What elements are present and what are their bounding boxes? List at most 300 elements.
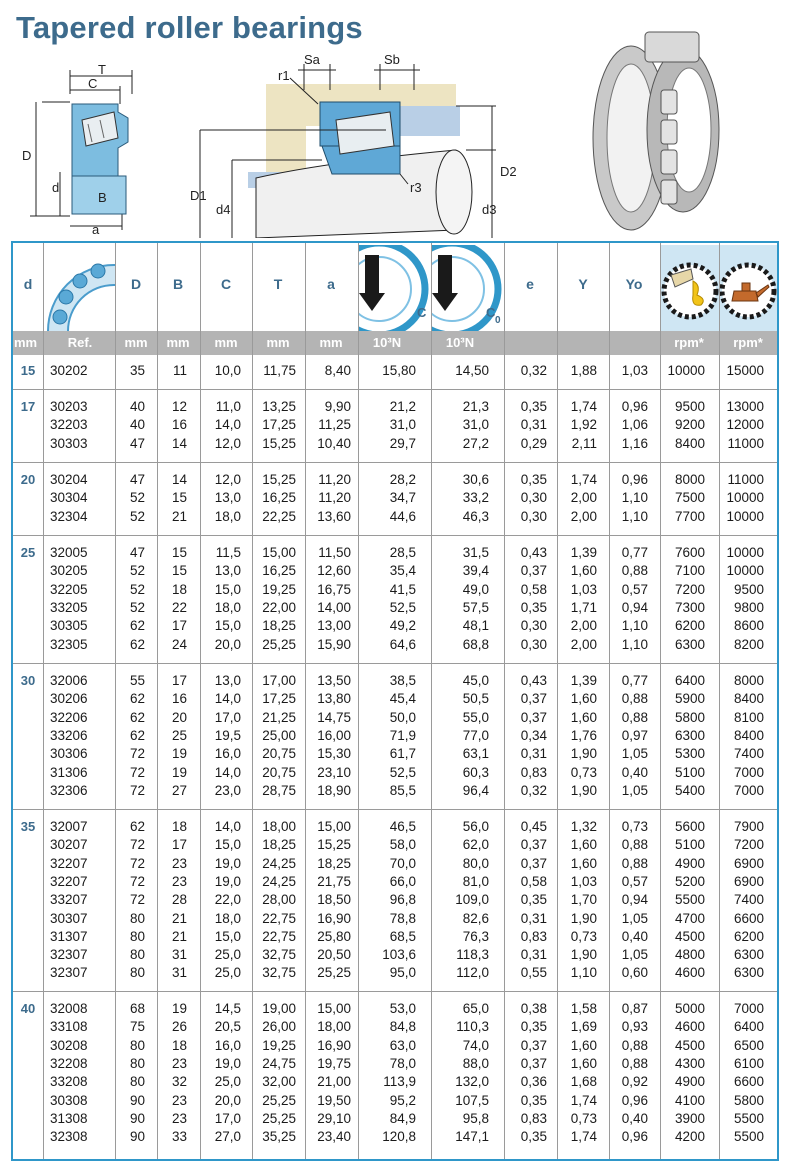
header-y: Y (578, 276, 588, 292)
table-cell: 1,10 (621, 508, 648, 524)
table-cell: 19,75 (317, 1055, 351, 1071)
bore-diameter-group: 15 (20, 363, 36, 378)
table-cell: 50,0 (389, 709, 416, 725)
table-cell: 31 (171, 965, 187, 981)
table-cell: 90 (129, 1092, 145, 1108)
table-cell: 46,5 (389, 819, 416, 834)
table-cell: 13,60 (317, 508, 351, 524)
unit-grease-rpm: rpm* (674, 335, 704, 350)
table-cell: 4900 (674, 855, 705, 871)
table-cell: 15,00 (262, 545, 296, 560)
table-cell: 22 (171, 599, 187, 615)
table-cell: 20,75 (262, 746, 296, 762)
table-cell: 9500 (733, 581, 764, 597)
table-cell: 90 (129, 1129, 145, 1145)
table-cell: 62 (129, 636, 145, 652)
table-cell: 9,90 (324, 399, 351, 414)
ref-cell: 32008 (50, 1001, 88, 1016)
table-cell: 14,00 (317, 599, 351, 615)
table-cell: 1,10 (621, 618, 648, 634)
table-cell: 16 (171, 691, 187, 707)
table-cell: 32,75 (262, 965, 296, 981)
table-cell: 22,75 (262, 928, 296, 944)
table-cell: 12,0 (214, 472, 241, 487)
table-cell: 0,38 (520, 1001, 547, 1016)
table-cell: 0,97 (621, 727, 648, 743)
table-cell: 80 (129, 947, 145, 963)
table-cell: 0,88 (621, 855, 648, 871)
table-cell: 31,0 (389, 417, 416, 433)
table-cell: 18 (171, 1037, 187, 1053)
table-cell: 0,94 (621, 892, 648, 908)
table-cell: 0,37 (520, 691, 547, 707)
table-cell: 0,83 (520, 764, 547, 780)
table-cell: 0,96 (621, 399, 648, 414)
unit-c0: 10³N (445, 335, 475, 350)
table-cell: 78,0 (389, 1055, 416, 1071)
table-cell: 24,75 (262, 1055, 296, 1071)
header-a: a (327, 276, 335, 292)
table-cell: 71,9 (389, 727, 416, 743)
ball-bearing-icon (44, 245, 115, 331)
table-cell: 35,4 (389, 563, 416, 579)
table-cell: 15,0 (214, 837, 241, 853)
table-cell: 4500 (674, 1037, 705, 1053)
ref-cell: 32304 (50, 508, 88, 524)
table-cell: 5500 (674, 892, 705, 908)
table-cell: 1,10 (570, 965, 597, 981)
table-cell: 0,88 (621, 709, 648, 725)
table-cell: 17,25 (262, 691, 296, 707)
table-cell: 48,1 (462, 618, 489, 634)
table-cell: 19 (171, 746, 187, 762)
table-cell: 15,25 (262, 472, 296, 487)
table-cell: 32,75 (262, 947, 296, 963)
ref-cell: 30304 (50, 490, 88, 506)
table-cell: 15,90 (317, 636, 351, 652)
table-cell: 23 (171, 1092, 187, 1108)
table-cell: 81,0 (462, 873, 489, 889)
table-cell: 1,76 (570, 727, 597, 743)
table-cell: 5500 (733, 1129, 764, 1145)
table-cell: 16 (171, 417, 187, 433)
table-cell: 4300 (674, 1055, 705, 1071)
table-cell: 47 (129, 472, 145, 487)
table-cell: 31,0 (462, 417, 489, 433)
table-cell: 4600 (674, 1019, 705, 1035)
table-cell: 25,0 (214, 1074, 241, 1090)
table-cell: 0,92 (621, 1074, 648, 1090)
table-cell: 5100 (674, 764, 705, 780)
table-cell: 5200 (674, 873, 705, 889)
table-cell: 20,50 (317, 947, 351, 963)
group-divider (13, 809, 777, 810)
table-cell: 31,5 (462, 545, 489, 560)
table-cell: 7200 (674, 581, 705, 597)
table-cell: 22,25 (262, 508, 296, 524)
table-cell: 8000 (674, 472, 705, 487)
table-cell: 52 (129, 508, 145, 524)
table-cell: 20 (171, 709, 187, 725)
ref-cell: 32307 (50, 965, 88, 981)
table-cell: 0,35 (520, 1092, 547, 1108)
table-cell: 1,69 (570, 1019, 597, 1035)
table-cell: 0,30 (520, 490, 547, 506)
table-cell: 6900 (733, 855, 764, 871)
header-b: B (172, 276, 184, 292)
ref-cell: 32007 (50, 819, 88, 834)
table-cell: 75 (129, 1019, 145, 1035)
table-cell: 0,87 (621, 1001, 648, 1016)
ref-cell: 32208 (50, 1055, 88, 1071)
bore-diameter-group: 35 (20, 819, 36, 834)
table-cell: 107,5 (455, 1092, 489, 1108)
table-cell: 7900 (733, 819, 764, 834)
table-cell: 1,03 (570, 873, 597, 889)
table-cell: 11 (172, 363, 187, 378)
header-e: e (526, 276, 534, 292)
table-cell: 13000 (726, 399, 764, 414)
table-cell: 1,60 (570, 855, 597, 871)
table-cell: 1,60 (570, 1055, 597, 1071)
table-cell: 7500 (674, 490, 705, 506)
table-cell: 15 (171, 563, 187, 579)
table-cell: 0,35 (520, 399, 547, 414)
table-cell: 0,73 (570, 928, 597, 944)
table-cell: 52 (129, 490, 145, 506)
table-cell: 25 (171, 727, 187, 743)
table-cell: 20,0 (214, 1092, 241, 1108)
table-cell: 68 (129, 1001, 145, 1016)
table-cell: 6400 (733, 1019, 764, 1035)
table-cell: 25,25 (262, 636, 296, 652)
table-cell: 63,0 (389, 1037, 416, 1053)
table-cell: 18,0 (214, 508, 241, 524)
table-cell: 52 (129, 563, 145, 579)
table-cell: 113,9 (383, 1074, 416, 1090)
table-cell: 35 (129, 363, 145, 378)
table-cell: 1,60 (570, 837, 597, 853)
table-cell: 8100 (733, 709, 764, 725)
page-title: Tapered roller bearings (16, 10, 363, 45)
table-cell: 19 (171, 1001, 187, 1016)
ref-cell: 33108 (50, 1019, 88, 1035)
ref-cell: 30305 (50, 618, 88, 634)
table-cell: 68,8 (462, 636, 489, 652)
table-cell: 35,25 (262, 1129, 296, 1145)
table-cell: 16,75 (317, 581, 351, 597)
table-cell: 0,93 (621, 1019, 648, 1035)
table-cell: 5800 (733, 1092, 764, 1108)
table-cell: 1,10 (621, 490, 648, 506)
table-cell: 0,37 (520, 1055, 547, 1071)
table-cell: 28,75 (262, 782, 296, 798)
ref-cell: 32205 (50, 581, 88, 597)
table-cell: 8200 (733, 636, 764, 652)
table-cell: 47 (129, 435, 145, 451)
table-cell: 19,25 (262, 581, 296, 597)
table-cell: 0,57 (621, 873, 648, 889)
table-cell: 11,0 (215, 399, 241, 414)
label-d3: d3 (482, 202, 497, 217)
header-c0-sub: 0 (495, 315, 501, 326)
table-cell: 72 (129, 746, 145, 762)
table-cell: 72 (129, 782, 145, 798)
table-cell: 64,6 (389, 636, 416, 652)
table-cell: 1,39 (570, 673, 597, 688)
ref-cell: 33205 (50, 599, 88, 615)
unit-d: mm (14, 335, 38, 350)
ref-cell: 32005 (50, 545, 88, 560)
table-cell: 1,74 (570, 399, 597, 414)
table-cell: 0,96 (621, 1129, 648, 1145)
table-cell: 7600 (674, 545, 705, 560)
header-c0: C (486, 305, 496, 320)
table-cell: 1,10 (621, 636, 648, 652)
table-cell: 0,88 (621, 837, 648, 853)
table-cell: 0,88 (621, 691, 648, 707)
table-cell: 29,10 (317, 1110, 351, 1126)
table-cell: 50,5 (462, 691, 489, 707)
table-cell: 21,3 (462, 399, 489, 414)
table-cell: 6600 (733, 1074, 764, 1090)
table-cell: 21 (171, 928, 187, 944)
table-cell: 147,1 (455, 1129, 489, 1145)
table-cell: 30,6 (462, 472, 489, 487)
unit-b: mm (166, 335, 190, 350)
table-cell: 62,0 (462, 837, 489, 853)
table-cell: 21,75 (317, 873, 351, 889)
mounting-diagram (186, 50, 526, 238)
table-cell: 6200 (733, 928, 764, 944)
table-cell: 80 (129, 1055, 145, 1071)
table-cell: 18 (171, 819, 187, 834)
table-cell: 39,4 (462, 563, 489, 579)
table-cell: 33,2 (462, 490, 489, 506)
table-cell: 8400 (733, 691, 764, 707)
table-cell: 1,05 (621, 947, 648, 963)
table-cell: 23 (171, 873, 187, 889)
table-cell: 7400 (733, 892, 764, 908)
table-cell: 17,0 (214, 1110, 241, 1126)
table-cell: 32,00 (262, 1074, 296, 1090)
table-cell: 0,37 (520, 1037, 547, 1053)
table-cell: 13,0 (214, 490, 241, 506)
table-cell: 0,88 (621, 1055, 648, 1071)
table-cell: 17 (171, 618, 187, 634)
table-cell: 14 (171, 472, 187, 487)
table-cell: 25,0 (214, 965, 241, 981)
bore-diameter-group: 17 (20, 399, 36, 414)
table-cell: 6300 (674, 636, 705, 652)
table-cell: 63,1 (462, 746, 489, 762)
table-cell: 26,00 (262, 1019, 296, 1035)
ref-cell: 30202 (50, 363, 88, 378)
label-D2: D2 (500, 164, 517, 179)
table-cell: 0,31 (520, 947, 547, 963)
table-cell: 0,96 (621, 472, 648, 487)
unit-c: mm (214, 335, 238, 350)
table-cell: 5500 (733, 1110, 764, 1126)
static-load-icon (432, 245, 504, 331)
table-cell: 14,50 (455, 363, 489, 378)
table-cell: 29,7 (389, 435, 416, 451)
table-cell: 11,5 (215, 545, 241, 560)
table-cell: 5400 (674, 782, 705, 798)
label-Sa: Sa (304, 52, 320, 67)
table-cell: 21 (171, 508, 187, 524)
ref-cell: 32305 (50, 636, 88, 652)
table-cell: 8000 (733, 673, 764, 688)
table-cell: 80 (129, 1074, 145, 1090)
table-cell: 7100 (674, 563, 705, 579)
table-cell: 17,00 (262, 673, 296, 688)
table-cell: 21,2 (389, 399, 416, 414)
table-cell: 19,50 (317, 1092, 351, 1108)
table-cell: 1,90 (570, 782, 597, 798)
group-divider (13, 663, 777, 664)
ref-cell: 30205 (50, 563, 88, 579)
table-cell: 1,74 (570, 1129, 597, 1145)
table-cell: 22,0 (214, 892, 241, 908)
table-cell: 82,6 (462, 910, 489, 926)
label-Sb: Sb (384, 52, 400, 67)
table-cell: 16,90 (317, 910, 351, 926)
table-cell: 22,75 (262, 910, 296, 926)
table-cell: 1,90 (570, 947, 597, 963)
table-cell: 23 (171, 1110, 187, 1126)
ref-cell: 30306 (50, 746, 88, 762)
label-r1: r1 (278, 68, 290, 83)
table-cell: 17 (171, 837, 187, 853)
table-cell: 0,35 (520, 1019, 547, 1035)
table-cell: 62 (129, 691, 145, 707)
table-cell: 19,00 (262, 1001, 296, 1016)
table-cell: 15,25 (262, 435, 296, 451)
table-cell: 23,0 (214, 782, 241, 798)
table-cell: 118,3 (456, 947, 489, 963)
table-cell: 2,00 (570, 508, 597, 524)
table-cell: 14,0 (214, 417, 241, 433)
table-cell: 17 (171, 673, 187, 688)
table-cell: 5100 (674, 837, 705, 853)
table-cell: 11,20 (318, 490, 351, 506)
table-cell: 70,0 (389, 855, 416, 871)
table-cell: 15 (171, 545, 187, 560)
table-cell: 14,0 (214, 764, 241, 780)
table-cell: 1,05 (621, 746, 648, 762)
table-cell: 1,60 (570, 709, 597, 725)
table-cell: 10000 (726, 545, 764, 560)
ref-cell: 30206 (50, 691, 88, 707)
table-cell: 5000 (674, 1001, 705, 1016)
table-cell: 19,25 (262, 1037, 296, 1053)
label-T: T (98, 64, 106, 77)
table-cell: 21 (171, 910, 187, 926)
table-cell: 18,00 (262, 819, 296, 834)
table-cell: 55 (129, 673, 145, 688)
ref-cell: 33208 (50, 1074, 88, 1090)
table-cell: 0,83 (520, 928, 547, 944)
table-cell: 1,05 (621, 782, 648, 798)
table-cell: 23,10 (317, 764, 351, 780)
table-cell: 19,5 (214, 727, 241, 743)
group-divider (13, 535, 777, 536)
table-cell: 1,74 (570, 1092, 597, 1108)
table-cell: 0,30 (520, 636, 547, 652)
table-cell: 4600 (674, 965, 705, 981)
table-cell: 11,75 (263, 363, 296, 378)
table-cell: 1,92 (570, 417, 597, 433)
table-cell: 24 (171, 636, 187, 652)
table-cell: 27,2 (462, 435, 489, 451)
table-cell: 0,96 (621, 1092, 648, 1108)
table-cell: 15,0 (214, 928, 241, 944)
table-cell: 120,8 (382, 1129, 416, 1145)
table-cell: 9500 (674, 399, 705, 414)
table-cell: 17,0 (214, 709, 241, 725)
table-cell: 18,25 (262, 618, 296, 634)
table-cell: 7000 (733, 764, 764, 780)
table-cell: 0,77 (621, 673, 648, 688)
table-cell: 14,0 (214, 691, 241, 707)
table-cell: 0,35 (520, 472, 547, 487)
table-cell: 10000 (667, 363, 705, 378)
label-d: d (52, 180, 60, 195)
table-cell: 13,80 (317, 691, 351, 707)
table-cell: 16,0 (214, 746, 241, 762)
table-cell: 18,90 (317, 782, 351, 798)
table-cell: 0,40 (621, 764, 648, 780)
table-cell: 62 (129, 819, 145, 834)
table-cell: 14,75 (317, 709, 351, 725)
table-cell: 18,00 (317, 1019, 351, 1035)
table-cell: 16,25 (262, 563, 296, 579)
table-cell: 0,31 (520, 746, 547, 762)
table-cell: 78,8 (389, 910, 416, 926)
table-cell: 57,5 (462, 599, 489, 615)
table-cell: 0,35 (520, 599, 547, 615)
table-cell: 5300 (674, 746, 705, 762)
table-cell: 80 (129, 965, 145, 981)
table-cell: 25,80 (317, 928, 351, 944)
table-cell: 1,60 (570, 691, 597, 707)
table-cell: 27 (171, 782, 187, 798)
bearing-dimension-diagram (22, 64, 152, 236)
table-cell: 55,0 (462, 709, 489, 725)
table-cell: 24,25 (262, 855, 296, 871)
header-t: T (273, 276, 283, 292)
table-cell: 7000 (733, 782, 764, 798)
table-cell: 0,88 (621, 1037, 648, 1053)
table-cell: 56,0 (462, 819, 489, 834)
table-cell: 72 (129, 764, 145, 780)
header-y0: Yo (625, 276, 643, 292)
table-cell: 0,36 (520, 1074, 547, 1090)
table-cell: 15,00 (317, 1001, 351, 1016)
table-cell: 12 (171, 399, 187, 414)
table-cell: 6600 (733, 910, 764, 926)
table-cell: 0,43 (520, 545, 547, 560)
unit-c-dynamic: 10³N (372, 335, 402, 350)
table-cell: 0,37 (520, 709, 547, 725)
label-B: B (98, 190, 107, 205)
table-cell: 47 (129, 545, 145, 560)
group-divider (13, 389, 777, 390)
table-cell: 6300 (733, 947, 764, 963)
table-cell: 45,4 (389, 691, 416, 707)
table-cell: 61,7 (389, 746, 416, 762)
